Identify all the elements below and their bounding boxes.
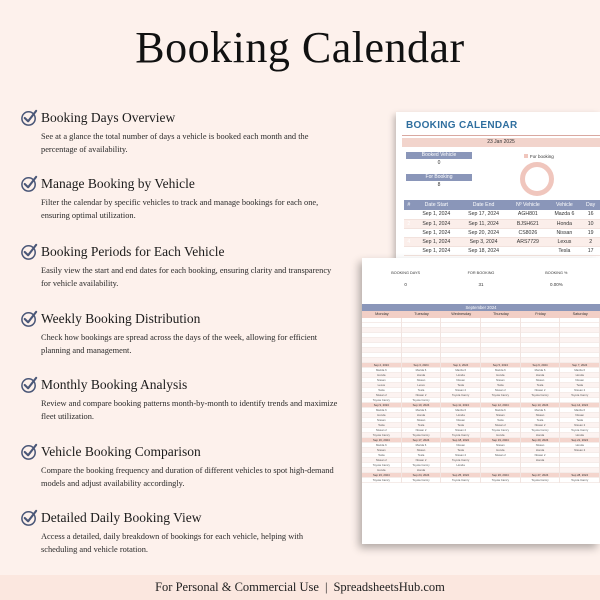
booking-entry: Honda [441,373,480,378]
table-cell: 2 [404,219,414,228]
booking-entry: Honda [521,448,560,453]
day-date: Sep 6, 2024 [521,363,560,368]
divider [402,135,600,136]
day-date: Sep 25, 2024 [441,473,480,478]
check-circle-icon [20,309,39,328]
stat-value: 31 [478,282,484,287]
feature-item [20,242,350,290]
booking-entry: Nissan [402,378,441,383]
check-circle-icon [20,108,39,127]
calendar-day [521,363,561,403]
stat-label: BOOKING % [545,271,568,275]
table-cell: Sep 18, 2024 [459,246,508,255]
calendar-day [362,318,402,363]
feature-title: Manage Booking by Vehicle [41,175,195,191]
booking-entry: Nissan [441,418,480,423]
calendar-day [402,438,442,473]
calendar-grid [362,318,600,483]
feature-item [20,442,350,490]
calendar-week [362,438,600,473]
footer-site: SpreadsheetsHub.com [333,580,445,594]
day-date: Sep 9, 2024 [362,403,401,408]
table-row [404,246,600,255]
booking-entry: Tesla [481,418,520,423]
calendar-day [441,473,481,483]
column-header: Nº Vehicle [508,200,547,210]
booking-entry: Honda [560,373,599,378]
check-circle-icon [20,508,39,527]
booked-vehicle-value: 0 [437,160,441,166]
booking-entry: Tesla [441,383,480,388]
check-circle-icon [20,442,39,461]
booking-entry: Mazda 6 [402,368,441,373]
booking-entry: Tesla [560,418,599,423]
table-cell: Sep 1, 2024 [414,228,459,237]
day-date: Sep 20, 2024 [521,438,560,443]
booking-entry: Nissan 2 [441,453,480,458]
calendar-day [481,403,521,438]
legend-label: For booking [530,154,554,159]
booking-entry: Nissan 2 [441,388,480,393]
calendar-day [362,473,402,483]
day-date: Sep 3, 2024 [402,363,441,368]
day-date: Sep 16, 2024 [362,438,401,443]
check-circle-icon [20,174,39,193]
current-date: 23 Jan 2025 [402,138,600,147]
table-cell: 19 [581,228,600,237]
for-booking-value: 8 [437,182,441,188]
booking-entry: Nissan [441,443,480,448]
booking-entry: Honda [362,413,401,418]
booking-entry: Toyota Camry [362,463,401,468]
calendar-day [362,403,402,438]
booking-entry: Tesla [362,453,401,458]
booking-entry: Nissan 2 [402,428,441,433]
table-cell: Lexus [548,237,582,246]
day-date: Sep 10, 2024 [402,403,441,408]
booking-entry: Tesla [560,383,599,388]
booking-entry: Tesla [441,448,480,453]
table-cell: Sep 17, 2024 [459,210,508,219]
day-date: Sep 24, 2024 [402,473,441,478]
calendar-day [441,318,481,363]
booking-entry: Mazda 6 [481,368,520,373]
calendar-day [402,363,442,403]
feature-item [20,309,350,357]
weekday-label: Thursday [492,312,509,316]
column-header: Date End [459,200,508,210]
calendar-day [441,438,481,473]
booking-entry: Nissan 2 [362,458,401,463]
calendar-day [560,403,600,438]
page-title: Booking Calendar [135,23,465,72]
booking-entry: Nissan [560,413,599,418]
table-cell: BJSH621 [508,219,547,228]
booking-entry: Toyota Camry [402,463,441,468]
booking-entry: Honda [481,433,520,438]
calendar-day [362,438,402,473]
booking-entry: Nissan 2 [521,423,560,428]
month-header: September 2024 [362,304,600,311]
day-date: Sep 12, 2024 [481,403,520,408]
calendar-day [560,438,600,473]
booking-entry: Nissan 2 [521,453,560,458]
booking-entry: Honda [521,458,560,463]
booking-entry: Lexus [362,383,401,388]
feature-head [20,108,350,127]
check-circle-icon [20,375,39,394]
booking-entry: Mazda 6 [521,408,560,413]
feature-title: Vehicle Booking Comparison [41,443,201,459]
booking-entry: Toyota Camry [560,393,599,398]
feature-item [20,508,350,556]
booking-entry: Nissan 2 [481,453,520,458]
booking-entry: Mazda 6 [481,408,520,413]
booking-entry: Nissan [481,378,520,383]
feature-description: Easily view the start and end dates for each booking, ensuring clarity and transparency for vehicle availability. [41,266,332,288]
booking-entry: Toyota Camry [441,478,480,483]
table-cell: Sep 1, 2024 [414,246,459,255]
calendar-week [362,363,600,403]
stat-block [519,268,594,292]
table-cell: ARS7729 [508,237,547,246]
feature-head [20,309,350,328]
for-booking-box [406,174,472,190]
calendar-day [362,363,402,403]
feature-item [20,375,350,423]
feature-title: Weekly Booking Distribution [41,310,201,326]
table-cell: Sep 11, 2024 [459,219,508,228]
weekday-label: Friday [535,312,546,316]
table-cell: 17 [581,246,600,255]
booking-entry: Honda [560,433,599,438]
booking-entry: Tesla [481,383,520,388]
feature-description: Check how bookings are spread across the days of the week, allowing for efficient planning and management. [41,333,318,355]
calendar-day [560,363,600,403]
table-header [404,200,600,210]
table-cell [508,246,547,255]
table-cell: 3 [404,228,414,237]
booking-entry: Honda [402,373,441,378]
for-booking-label: For Booking [406,174,472,181]
booking-entry: Mazda 6 [402,443,441,448]
booking-entry: Toyota Camry [481,478,520,483]
weekday-label: Monday [375,312,389,316]
table-cell: Sep 3, 2024 [459,237,508,246]
footer-usage: For Personal & Commercial Use [155,580,319,594]
stats-row [368,268,594,292]
day-date: Sep 11, 2024 [441,403,480,408]
feature-head [20,375,350,394]
calendar-day [521,438,561,473]
booking-entry: Mazda 6 [441,368,480,373]
booking-entry: Toyota Camry [481,393,520,398]
booking-entry: Mazda 6 [441,408,480,413]
day-date: Sep 5, 2024 [481,363,520,368]
booking-entry: Honda [560,443,599,448]
booking-entry: Tesla [441,423,480,428]
calendar-week [362,403,600,438]
table-cell: Mazda 6 [548,210,582,219]
booking-entry: Tesla [402,453,441,458]
stat-value: 0 [404,282,407,287]
feature-description: Filter the calendar by specific vehicles to track and manage bookings for each one, ensuring optimal utilization. [41,198,319,220]
table-cell: 4 [404,237,414,246]
booked-vehicle-label: Booked Vehicle [406,152,472,159]
booking-entry: Nissan 2 [402,458,441,463]
booking-table-preview [396,112,600,270]
calendar-day [560,473,600,483]
booking-entry: Nissan [521,378,560,383]
booking-entry: Mazda 6 [362,443,401,448]
stat-value: 0.00% [549,282,563,287]
calendar-day [441,403,481,438]
calendar-day [521,318,561,363]
feature-title: Monthly Booking Analysis [41,376,188,392]
day-date: Sep 28, 2024 [560,473,599,478]
day-date: Sep 26, 2024 [481,473,520,478]
booking-entry: Toyota Camry [521,478,560,483]
booking-entry: Toyota Camry [521,393,560,398]
calendar-day [402,473,442,483]
table-cell: 5 [404,246,414,255]
table-cell: CS8026 [508,228,547,237]
booking-entry: Honda [402,413,441,418]
day-date: Sep 14, 2024 [560,403,599,408]
table-cell: Honda [548,219,582,228]
booking-entry: Nissan [481,443,520,448]
table-cell: Nissan [548,228,582,237]
day-date: Sep 27, 2024 [521,473,560,478]
footer [0,575,600,600]
calendar-day [481,473,521,483]
stat-label: BOOKING DAYS [391,271,421,275]
booking-entry: Nissan 2 [560,388,599,393]
table-cell: Sep 1, 2024 [414,219,459,228]
table-cell: Sep 1, 2024 [414,210,459,219]
booking-entry: Honda [362,468,401,473]
booking-entry: Nissan 2 [402,393,441,398]
booking-entry: Toyota Camry [441,433,480,438]
booked-vehicle-box [406,152,472,168]
calendar-day [560,318,600,363]
column-header: Day [581,200,600,210]
booking-entry: Honda [441,413,480,418]
feature-description: See at a glance the total number of days a vehicle is booked each month and the percentage of availability. [41,132,309,154]
day-date: Sep 17, 2024 [402,438,441,443]
feature-head [20,508,350,527]
calendar-day [481,318,521,363]
table-row [404,228,600,237]
table-cell: 16 [581,210,600,219]
booking-entry: Toyota Camry [521,428,560,433]
day-date: Sep 4, 2024 [441,363,480,368]
booking-entry: Mazda 6 [560,408,599,413]
calendar-week [362,318,600,363]
feature-item [20,108,350,156]
booking-entry: Toyota Camry [560,428,599,433]
weekday-label: Wednesday [451,312,472,316]
booking-entry: Honda [441,463,480,468]
booking-entry: Tesla [521,418,560,423]
booking-entry: Mazda 6 [560,368,599,373]
feature-title: Detailed Daily Booking View [41,509,202,525]
booking-entry: Toyota Camry [362,398,401,403]
day-date: Sep 23, 2024 [362,473,401,478]
calendar-day [521,403,561,438]
sheet-title: BOOKING CALENDAR [406,120,518,131]
booking-entry: Honda [362,373,401,378]
weekday-header [362,311,600,318]
booking-entry: Toyota Camry [441,393,480,398]
booking-entry: Mazda 6 [362,408,401,413]
feature-head [20,242,350,261]
booking-entry: Honda [481,373,520,378]
calendar-week [362,473,600,483]
booking-entry: Nissan [362,448,401,453]
day-date: Sep 21, 2024 [560,438,599,443]
donut-chart [520,162,554,196]
booking-entry: Nissan [481,413,520,418]
booking-entry: Toyota Camry [402,433,441,438]
table-cell: Tesla [548,246,582,255]
feature-description: Compare the booking frequency and duration of different vehicles to spot high-demand models and adjust availability accordingly. [41,466,334,488]
calendar-day [402,403,442,438]
day-date: Sep 18, 2024 [441,438,480,443]
booking-entry: Nissan 2 [560,423,599,428]
table-cell: 2 [581,237,600,246]
feature-title: Booking Periods for Each Vehicle [41,243,225,259]
feature-head [20,442,350,461]
feature-item [20,174,350,222]
stat-block [443,268,518,292]
booking-entry: Honda [481,448,520,453]
booking-entry: Honda [521,433,560,438]
booking-entry: Honda [521,373,560,378]
calendar-day [481,363,521,403]
booking-table [404,200,600,256]
booking-entry: Honda [402,468,441,473]
booking-entry: Tesla [402,388,441,393]
table-row [404,210,600,219]
calendar-preview [362,258,600,544]
calendar-day [402,318,442,363]
weekday-label: Saturday [572,312,588,316]
feature-title: Booking Days Overview [41,109,176,125]
column-header: Date Start [414,200,459,210]
booking-entry: Nissan 2 [521,388,560,393]
calendar-day [481,438,521,473]
column-header: Vehicle [548,200,582,210]
booking-entry: Tesla [402,423,441,428]
booking-entry: Toyota Camry [362,433,401,438]
booking-entry: Nissan 2 [362,428,401,433]
feature-description: Access a detailed, daily breakdown of bookings for each vehicle, helping with scheduling and vehicle rotation. [41,532,304,554]
feature-description: Review and compare booking patterns month-by-month to identify trends and maximize fleet utilization. [41,399,338,421]
booking-entry: Toyota Camry [481,428,520,433]
table-cell: 1 [404,210,414,219]
day-date: Sep 13, 2024 [521,403,560,408]
booking-entry: Nissan [560,378,599,383]
feature-head [20,174,350,193]
table-cell: 10 [581,219,600,228]
booking-entry: Toyota Camry [560,478,599,483]
booking-entry: Tesla [362,423,401,428]
booking-entry: Nissan [402,418,441,423]
calendar-day [521,473,561,483]
chart-legend [524,154,554,159]
day-date: Sep 19, 2024 [481,438,520,443]
table-row [404,219,600,228]
booking-entry: Nissan 2 [560,448,599,453]
day-date: Sep 2, 2024 [362,363,401,368]
booking-entry: Toyota Camry [402,398,441,403]
booking-entry: Tesla [521,383,560,388]
booking-entry: Nissan [402,448,441,453]
table-row [404,237,600,246]
booking-entry: Toyota Camry [402,478,441,483]
stat-block [368,268,443,292]
booking-entry: Nissan 2 [441,428,480,433]
column-header: # [404,200,414,210]
booking-entry: Nissan [521,413,560,418]
day-date: Sep 7, 2024 [560,363,599,368]
booking-entry: Toyota Camry [441,458,480,463]
booking-entry: Mazda 6 [521,368,560,373]
booking-entry: Nissan [441,378,480,383]
booking-entry: Nissan [362,378,401,383]
calendar-day [441,363,481,403]
booking-entry: Mazda 6 [402,408,441,413]
booking-entry: Nissan 2 [362,393,401,398]
booking-entry: Nissan 2 [481,388,520,393]
booking-entry: Nissan 2 [481,423,520,428]
table-cell: Sep 1, 2024 [414,237,459,246]
weekday-label: Tuesday [414,312,429,316]
footer-separator: | [324,580,328,594]
booking-entry: Tesla [362,388,401,393]
booking-entry: Lexus [402,383,441,388]
table-cell: AGH801 [508,210,547,219]
booking-entry: Nissan [362,418,401,423]
check-circle-icon [20,242,39,261]
booking-entry: Nissan [521,443,560,448]
booking-entry: Toyota Camry [362,478,401,483]
booking-entry: Mazda 6 [362,368,401,373]
table-cell: Sep 20, 2024 [459,228,508,237]
stat-label: FOR BOOKING [467,271,495,275]
